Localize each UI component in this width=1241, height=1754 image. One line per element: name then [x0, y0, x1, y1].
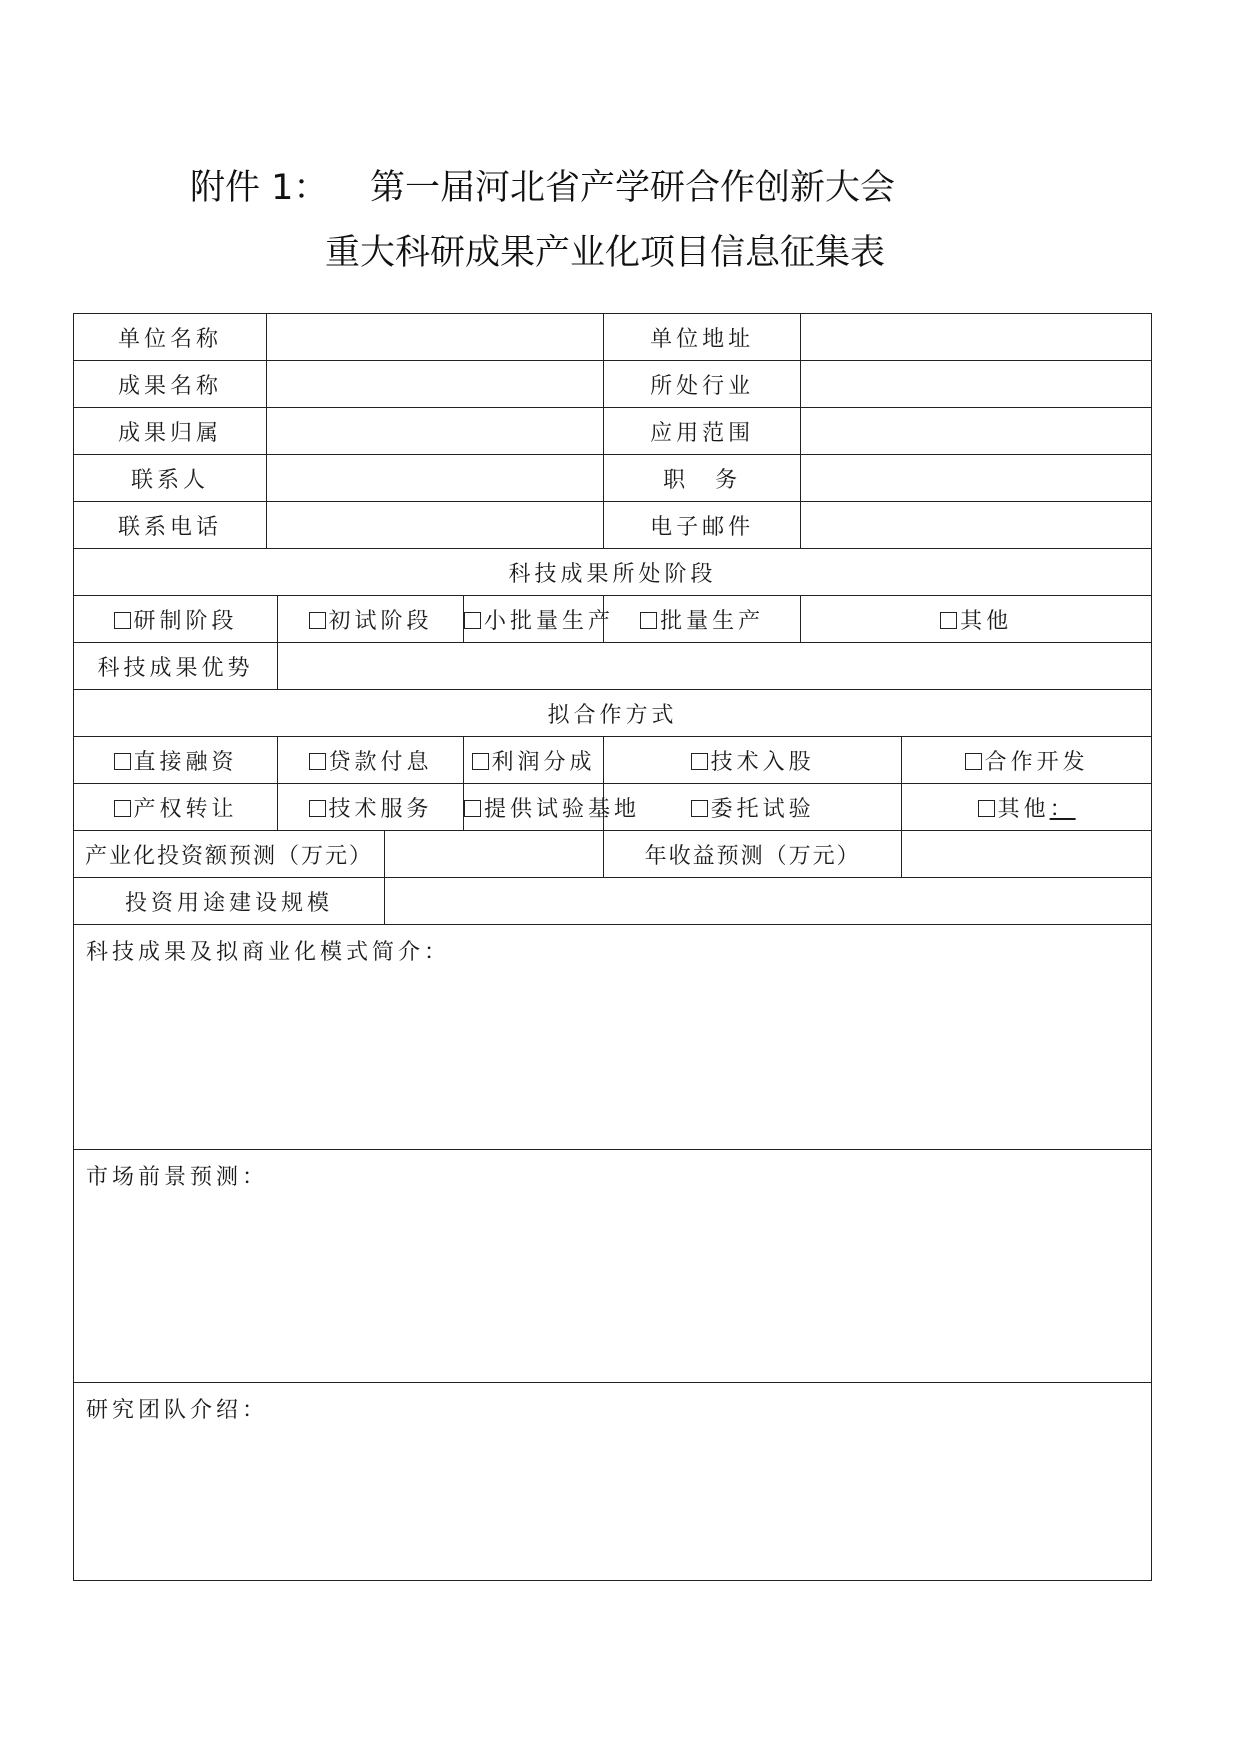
application-scope-label: 应用范围 [604, 408, 801, 455]
form-row [74, 643, 1152, 690]
unit-name-input[interactable] [267, 314, 604, 361]
contact-person-input[interactable] [267, 455, 604, 502]
stage-option-pilot[interactable]: 初试阶段 [278, 596, 464, 643]
ownership-label: 成果归属 [74, 408, 267, 455]
coop-option-direct-financing[interactable]: 直接融资 [74, 737, 278, 784]
checkbox-icon[interactable] [309, 800, 326, 817]
title-line-2: 重大科研成果产业化项目信息征集表 [325, 233, 886, 273]
form-row [74, 361, 1152, 408]
coop-option-test-base[interactable]: 提供试验基地 [464, 784, 604, 831]
form-row [74, 549, 1152, 596]
form-row [74, 1150, 1152, 1383]
team-section[interactable] [74, 1383, 1152, 1581]
advantage-input[interactable] [278, 643, 1152, 690]
checkbox-icon[interactable] [472, 753, 489, 770]
stage-option-small-batch[interactable]: 小批量生产 [464, 596, 604, 643]
form-row [74, 878, 1152, 925]
checkbox-icon[interactable] [691, 800, 708, 817]
cooperation-options-row [74, 737, 1152, 784]
coop-option-profit-sharing[interactable]: 利润分成 [464, 737, 604, 784]
unit-address-input[interactable] [801, 314, 1152, 361]
checkbox-icon[interactable] [940, 612, 957, 629]
contact-person-label: 联系人 [74, 455, 267, 502]
stage-options-row [74, 596, 1152, 643]
achievement-name-input[interactable] [267, 361, 604, 408]
coop-option-tech-service[interactable]: 技术服务 [278, 784, 464, 831]
stage-header: 科技成果所处阶段 [74, 549, 1152, 596]
investment-label: 产业化投资额预测（万元） [74, 831, 385, 878]
checkbox-icon[interactable] [965, 753, 982, 770]
checkbox-icon[interactable] [464, 800, 481, 817]
industry-label: 所处行业 [604, 361, 801, 408]
form-row [74, 502, 1152, 549]
market-section[interactable] [74, 1150, 1152, 1383]
ownership-input[interactable] [267, 408, 604, 455]
coop-option-entrusted-test[interactable]: 委托试验 [604, 784, 902, 831]
coop-option-loan-interest[interactable]: 贷款付息 [278, 737, 464, 784]
checkbox-icon[interactable] [464, 612, 481, 629]
info-collection-form [73, 313, 1152, 1581]
annual-revenue-input[interactable] [902, 831, 1152, 878]
cooperation-header: 拟合作方式 [74, 690, 1152, 737]
industry-input[interactable] [801, 361, 1152, 408]
investment-input[interactable] [385, 831, 604, 878]
form-row [74, 314, 1152, 361]
coop-option-other[interactable]: 其他： [902, 784, 1152, 831]
checkbox-icon[interactable] [114, 612, 131, 629]
team-label: 研究团队介绍： [86, 1398, 269, 1423]
checkbox-icon[interactable] [114, 800, 131, 817]
stage-option-research[interactable]: 研制阶段 [74, 596, 278, 643]
coop-option-joint-development[interactable]: 合作开发 [902, 737, 1152, 784]
checkbox-icon[interactable] [640, 612, 657, 629]
form-row [74, 408, 1152, 455]
unit-address-label: 单位地址 [604, 314, 801, 361]
business-model-label: 科技成果及拟商业化模式简介： [86, 940, 451, 965]
title-line-1: 第一届河北省产学研合作创新大会 [370, 168, 896, 208]
stage-option-mass-production[interactable]: 批量生产 [604, 596, 801, 643]
checkbox-icon[interactable] [309, 753, 326, 770]
market-label: 市场前景预测： [86, 1165, 269, 1190]
coop-option-property-transfer[interactable]: 产权转让 [74, 784, 278, 831]
checkbox-icon[interactable] [691, 753, 708, 770]
form-row [74, 690, 1152, 737]
coop-option-tech-equity[interactable]: 技术入股 [604, 737, 902, 784]
checkbox-icon[interactable] [978, 800, 995, 817]
form-row [74, 831, 1152, 878]
email-input[interactable] [801, 502, 1152, 549]
business-model-section[interactable] [74, 925, 1152, 1150]
achievement-name-label: 成果名称 [74, 361, 267, 408]
position-label: 职 务 [604, 455, 801, 502]
form-row [74, 455, 1152, 502]
position-input[interactable] [801, 455, 1152, 502]
form-row [74, 1383, 1152, 1581]
investment-use-label: 投资用途建设规模 [74, 878, 385, 925]
checkbox-icon[interactable] [309, 612, 326, 629]
application-scope-input[interactable] [801, 408, 1152, 455]
email-label: 电子邮件 [604, 502, 801, 549]
unit-name-label: 单位名称 [74, 314, 267, 361]
form-row [74, 925, 1152, 1150]
cooperation-options-row [74, 784, 1152, 831]
advantage-label: 科技成果优势 [74, 643, 278, 690]
annual-revenue-label: 年收益预测（万元） [604, 831, 902, 878]
stage-option-other[interactable]: 其他 [801, 596, 1152, 643]
other-blank[interactable]: ： [1049, 796, 1076, 822]
phone-input[interactable] [267, 502, 604, 549]
phone-label: 联系电话 [74, 502, 267, 549]
investment-use-input[interactable] [385, 878, 1152, 925]
attachment-label: 附件 1： [190, 168, 329, 208]
checkbox-icon[interactable] [114, 753, 131, 770]
